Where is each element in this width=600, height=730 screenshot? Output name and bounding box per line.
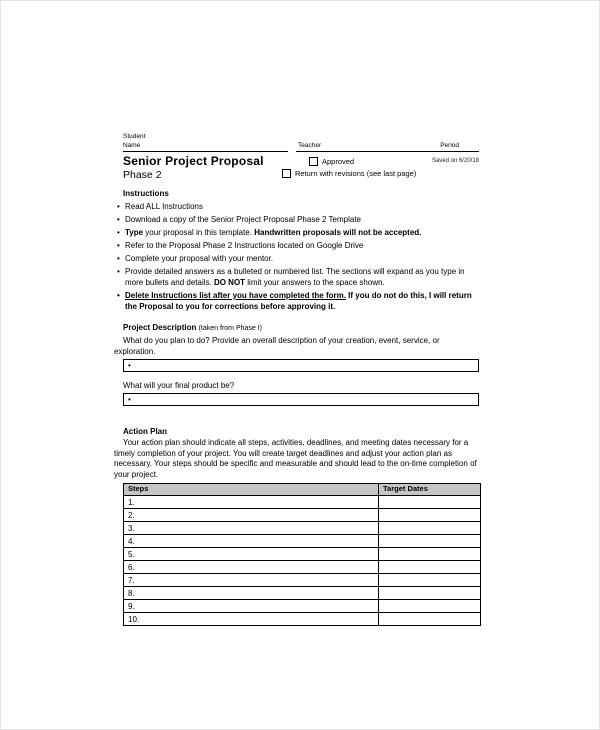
approval-checkboxes: [282, 155, 479, 181]
step-cell[interactable]: 6.: [124, 561, 379, 574]
table-row: [124, 613, 481, 626]
return-option: [282, 169, 479, 178]
step-cell[interactable]: 7.: [124, 574, 379, 587]
table-row: [124, 522, 481, 535]
instruction-item: • Type your proposal in this template. Handwritten proposals will not be accepted.: [114, 227, 479, 238]
return-with-revisions-checkbox[interactable]: [282, 169, 291, 178]
steps-column-header: Steps: [124, 484, 379, 496]
instructions-section: [123, 188, 479, 312]
teacher-label: Teacher: [298, 142, 322, 149]
target-dates-column-header: Target Dates: [379, 484, 481, 496]
return-with-revisions-label: Return with revisions (see last page): [295, 169, 417, 178]
table-row: [124, 496, 481, 509]
target-date-cell[interactable]: [379, 522, 481, 535]
answer-bullet: •: [128, 395, 131, 404]
question-2-answer-box[interactable]: [123, 393, 479, 406]
instruction-item: • Complete your proposal with your mentor.: [114, 253, 479, 264]
instructions-list: [114, 201, 479, 312]
instructions-heading: Instructions: [123, 189, 169, 198]
document-content: [114, 132, 479, 626]
student-label-line2: Name: [123, 142, 141, 149]
target-date-cell[interactable]: [379, 535, 481, 548]
instruction-item: • Read ALL Instructions: [114, 201, 479, 212]
action-plan-heading: Action Plan: [123, 427, 168, 436]
document-title: Senior Project Proposal: [123, 154, 264, 168]
answer-bullet: •: [128, 361, 131, 370]
target-date-cell[interactable]: [379, 613, 481, 626]
target-date-cell[interactable]: [379, 496, 481, 509]
table-row: [124, 574, 481, 587]
table-row: [124, 561, 481, 574]
step-cell[interactable]: 9.: [124, 600, 379, 613]
step-cell[interactable]: 8.: [124, 587, 379, 600]
action-plan-section: [114, 426, 479, 626]
table-row: [124, 600, 481, 613]
target-date-cell[interactable]: [379, 548, 481, 561]
action-plan-intro: Your action plan should indicate all steps, activities, deadlines, and meeting dates necessary for a timely completion of your project. You will create target deadlines and adjust your action plan as necessary. Your steps should be specific and measurable and should lead to the on-time completion of your project.: [114, 438, 477, 479]
question-1-answer-box[interactable]: [123, 359, 479, 372]
instruction-item: • Provide detailed answers as a bulleted or numbered list. The sections will expand as you type in more bullets and details. DO NOT limit your answers to the space shown.: [114, 266, 479, 288]
target-date-cell[interactable]: [379, 587, 481, 600]
teacher-period-field[interactable]: [296, 141, 479, 152]
table-row: [124, 587, 481, 600]
question-1-prompt: What do you plan to do? Provide an overall description of your creation, event, service, or exploration.: [114, 336, 440, 356]
target-date-cell[interactable]: [379, 600, 481, 613]
approved-label: Approved: [322, 157, 355, 166]
student-label-line1: Student: [123, 133, 146, 140]
period-label: Period: [440, 142, 459, 149]
instruction-item: • Refer to the Proposal Phase 2 Instructions located on Google Drive: [114, 240, 479, 251]
table-row: [124, 548, 481, 561]
step-cell[interactable]: 1.: [124, 496, 379, 509]
step-cell[interactable]: 3.: [124, 522, 379, 535]
project-description-section: [114, 322, 479, 406]
title-block: [123, 155, 282, 181]
step-cell[interactable]: 4.: [124, 535, 379, 548]
instruction-item: • Delete Instructions list after you have completed the form. If you do not do this, I will return the Proposal to you for corrections before approving it.: [114, 290, 479, 312]
step-cell[interactable]: 5.: [124, 548, 379, 561]
step-cell[interactable]: 2.: [124, 509, 379, 522]
instruction-item: • Download a copy of the Senior Project Proposal Phase 2 Template: [114, 214, 479, 225]
header-fields: [123, 132, 479, 152]
action-plan-table: [123, 483, 481, 626]
saved-note: Saved on 6/20/18: [431, 158, 479, 164]
table-row: [124, 509, 481, 522]
title-row: [123, 155, 479, 181]
project-description-heading: Project Description (taken from Phase I): [123, 323, 263, 332]
document-subtitle: Phase 2: [123, 169, 162, 181]
target-date-cell[interactable]: [379, 574, 481, 587]
project-description-heading-note: (taken from Phase I): [198, 325, 263, 332]
table-row: [124, 535, 481, 548]
approved-checkbox[interactable]: [309, 157, 318, 166]
target-date-cell[interactable]: [379, 561, 481, 574]
question-2-prompt: What will your final product be?: [123, 381, 235, 390]
student-name-field[interactable]: [123, 132, 288, 152]
table-header-row: [124, 484, 481, 496]
step-cell[interactable]: 10.: [124, 613, 379, 626]
target-date-cell[interactable]: [379, 509, 481, 522]
